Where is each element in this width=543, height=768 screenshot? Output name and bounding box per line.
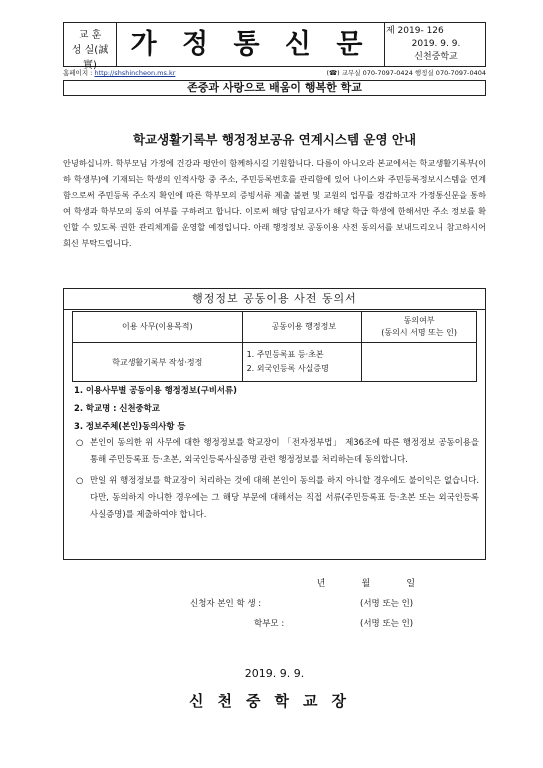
item-1: 1. 이용사무별 공동이용 행정정보(구비서류) [74,385,237,395]
consent-title: 행정정보 공동이용 사전 동의서 [64,289,485,310]
table-row [73,343,477,382]
student-sign-field[interactable]: (서명 또는 인) [360,599,414,609]
header-consent-note: (동의시 서명 또는 인) [381,328,457,337]
consent-items [74,384,479,523]
paragraph-text: 본인이 동의한 위 사무에 대한 행정정보를 학교장이 「전자정부법」 제36조에 따른 행정정보 공동이용을 통해 주민등록표 등·초본, 외국인등록사실증명 관련 행정정보를 처리하는데 동의합니다. [90,437,479,464]
day-label: 일 [406,579,416,589]
newsletter-header [63,22,486,71]
school-motto [64,23,117,71]
intro-paragraph: 안녕하십니까. 학부모님 가정에 건강과 평안이 함께하시길 기원합니다. 다름이 아니오라 본교에서는 학교생활기록부(이하 학생부)에 기재되는 학생의 인적사항 중 주소, 주민등록번호를 관리함에 있어 나이스와 주민등록정보시스템을 연계함으로써 주민등록 주소지 확인에 따른 학부모의 증빙서류 제출 불편 및 교원의 업무를 경감하고자 가정통신문을 통하여 학생과 학부모의 동의 여부를 구하려고 합니다. 이로써 해당 담임교사가 해당 학급 학생에 한해서만 주소 정보를 확인할 수 있도록 권한 관리체계를 운영할 예정입니다. 아래 행정정보 공동이용 사전 동의서를 보내드리오니 참고하시어 회신 부탁드립니다. [63,158,486,248]
issue-number: 제 2019- 126 [386,26,444,36]
paragraph-text: 만일 위 행정정보를 학교장이 처리하는 것에 대해 본인이 동의를 하지 아니할 경우에도 불이익은 없습니다. 다만, 동의하지 아니한 경우에는 그 해당 부문에 대해서는 직접 서류(주민등록표 등·초본 또는 외국인등록 사실증명)를 제출하여야 합니다. [90,475,479,519]
consent-form [63,288,486,560]
issue-info [386,25,486,64]
newsletter-title: 가 정 통 신 문 [117,23,385,66]
contact-line [63,68,486,79]
issuing-school: 신천중학교 [414,52,458,62]
student-sign-label: 신청자 본인 학 생 : [190,599,262,609]
header-consent [362,312,477,343]
header-shared-info: 공동이용 행정정보 [242,312,362,343]
table-header-row [73,312,477,343]
school-slogan: 존중과 사랑으로 배움이 행복한 학교 [63,80,486,96]
shared-info-2: 2. 외국인등록 사실증명 [246,364,329,373]
parent-sign-label: 학부모 : [254,619,285,629]
consent-table [72,311,477,382]
notice-subject: 학교생활기록부 행정정보공유 연계시스템 운영 안내 [132,132,417,147]
principal-signature: 신천중학교장 [189,692,360,710]
header-purpose: 이용 사무(이용목적) [73,312,243,343]
motto-label: 교 훈 [78,30,102,41]
consent-paragraph-1 [74,434,479,468]
phone-numbers: (☎) 교무실 070-7097-0424 행정실 070-7097-0404 [326,69,486,77]
header-consent-label: 동의여부 [403,316,435,325]
item-3: 3. 정보주체(본인)동의사항 등 [74,421,186,431]
year-label: 년 [316,579,326,589]
footer-date: 2019. 9. 9. [244,667,305,680]
motto-text: 성 실(誠 實) [71,45,109,71]
issue-date: 2019. 9. 9. [411,39,461,49]
purpose-cell: 학교생활기록부 작성·정정 [73,343,243,382]
parent-sign-field[interactable]: (서명 또는 인) [360,619,414,629]
homepage-link[interactable]: http://shshincheon.ms.kr [94,69,176,77]
month-label: 월 [361,579,371,589]
shared-info-cell [242,343,362,382]
signature-cell[interactable] [362,343,477,382]
item-2: 2. 학교명 : 신천중학교 [74,403,160,413]
shared-info-1: 1. 주민등록표 등·초본 [246,350,324,359]
circle-bullet-icon: ○ [76,437,84,447]
homepage-label: 홈페이지 : [63,69,93,77]
signature-date [300,576,460,589]
consent-paragraph-2 [74,472,479,523]
circle-bullet-icon: ○ [76,475,84,485]
